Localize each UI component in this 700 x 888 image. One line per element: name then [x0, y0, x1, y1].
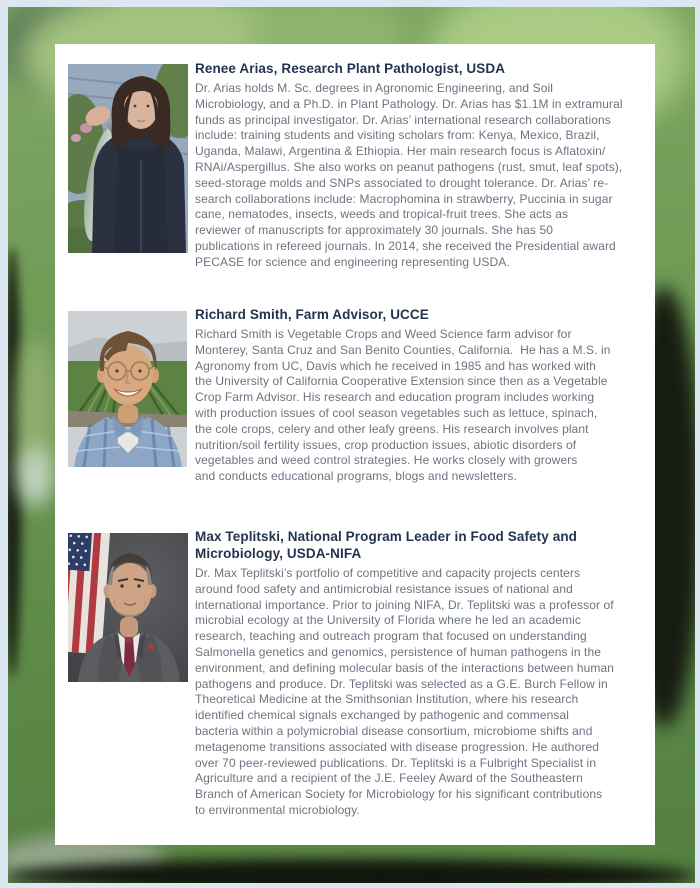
bio-heading: Max Teplitski, National Program Leader in Food Safety and Microbiology, USDA-NIFA [195, 529, 578, 561]
max-teplitski-photo [68, 533, 188, 682]
content-card [55, 44, 655, 845]
bio-heading: Renee Arias, Research Plant Pathologist, USDA [195, 61, 506, 76]
bio-heading: Richard Smith, Farm Advisor, UCCE [195, 307, 429, 322]
bio-text-max-teplitski [195, 528, 655, 819]
bio-body: Richard Smith is Vegetable Crops and Weed Science farm advisor for Monterey, Santa Cruz and San Benito Counties, California. He has a M.S. in Agronomy from UC, Davis which he received in 1985 and has worked with the University of California Cooperative Extension since then as a Vegetable Crop Farm Advisor. His research and education program includes working with production issues of cool season vegetables such as lettuce, spinach, the cole crops, celery and other leafy greens. His research involves plant nutrition/soil fertility issues, crop production issues, abiotic disorders of vegetables and weed control strategies. He works closely with growers and conducts educational programs, blogs and newsletters. [195, 327, 611, 484]
bio-text-renee-arias [195, 60, 655, 271]
leaf-highlight-blob [18, 447, 52, 507]
max-teplitski-photo-illustration [68, 533, 188, 682]
bio-body: Dr. Max Teplitski’s portfolio of competitive and capacity projects centers around food safety and antimicrobial resistance issues of national and international importance. Prior to joining NIFA, Dr. Teplitski was a professor of microbial ecology at the University of Florida where he led an academic research, teaching and outreach program that focused on understanding Salmonella genetics and genomics, persistence of human pathogens in the environment, and defining molecular basis of the interactions between human pathogens and produce. Dr. Teplitski was selected as a G.E. Burch Fellow in Theoretical Medicine at the Smithsonian Institution, where his research identified chemical signals exchanged by pathogenic and commensal bacteria within a polymicrobial disease consortium, microbiome shifts and metagenome transitions associated with disease progression. He authored over 70 peer-reviewed publications. Dr. Teplitski is a Fulbright Specialist in Agriculture and a recipient of the J.E. Feeley Award of the Southeastern Branch of American Society for Microbiology for his significant contributions to environmental microbiology. [195, 566, 615, 817]
renee-arias-photo [68, 64, 188, 253]
bio-body: Dr. Arias holds M. Sc. degrees in Agronomic Engineering, and Soil Microbiology, and a Ph.D. in Plant Pathology. Dr. Arias has $1.1M in extramural funds as principal investigator. Dr. Arias’ international research collaborations include: training students and visiting scholars from: Kenya, Mexico, Brazil, Uganda, Malawi, Argentina & Ethiopia. Her main research focus is Aflatoxin/ RNAi/Aspergillus. She also works on peanut pathogens (rust, smut, leaf spots), seed-storage molds and SNPs associated to drought tolerance. Dr. Arias’ re- search collaborations include: Macrophomina in strawberry, Puccinia in sugar cane, nematodes, insects, weeds and tropical-fruit trees. She acts as reviewer of manuscripts for approximately 30 journals. She has 50 publications in refereed journals. In 2014, she received the Presidential award PECASE for science and engineering representing USDA. [195, 81, 623, 269]
bio-text-richard-smith [195, 306, 655, 485]
richard-smith-photo-illustration [68, 311, 187, 467]
renee-arias-photo-illustration [68, 64, 188, 253]
richard-smith-photo [68, 311, 187, 467]
